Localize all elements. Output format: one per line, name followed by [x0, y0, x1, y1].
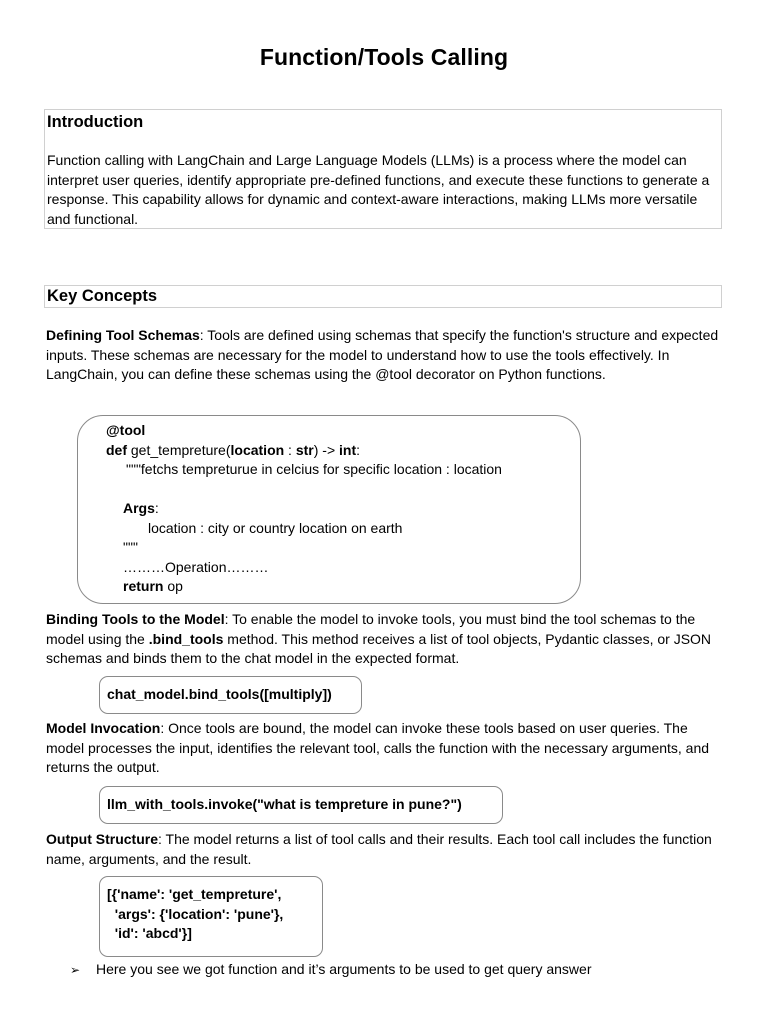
invoke-code: llm_with_tools.invoke("what is tempreture in pune?"): [107, 796, 462, 812]
page-title: Function/Tools Calling: [259, 44, 509, 70]
bind-tools-code-block: [99, 676, 362, 714]
code-operation-line: ………Operation………: [123, 558, 269, 575]
output-code-line-1: [{'name': 'get_tempreture',: [107, 886, 282, 902]
code-docstring-line: """fetchs tempreturue in celcius for specific location : location: [126, 461, 502, 477]
introduction-section: [44, 109, 722, 229]
invocation-term: Model Invocation: [46, 720, 161, 736]
key-concepts-header: [44, 285, 722, 308]
code-decorator: @tool: [106, 422, 146, 438]
bullet-note: [70, 960, 750, 980]
key-concepts-heading: Key Concepts: [47, 287, 158, 305]
code-return-line: return op: [123, 578, 183, 594]
code-args-line: Args:: [123, 500, 159, 516]
defining-text: : Tools are defined using schemas that specify the function's structure and expected inputs. These schemas are necessary for the model to understand how to use the tools effectively. In LangChain, you can define these schemas using the @tool decorator on Python functions.: [46, 327, 719, 383]
introduction-heading: Introduction: [47, 113, 144, 131]
defining-tool-schemas-paragraph: [46, 326, 722, 385]
binding-tools-paragraph: Binding Tools to the Model: To enable the model to invoke tools, you must bind the tool schemas to the model using the .bind_tools method. This method receives a list of tool objects, Pydantic classes, or JSON schemas and binds them to the chat model in the expected format.: [46, 611, 712, 667]
code-location-line: location : city or country location on earth: [148, 519, 403, 536]
model-invocation-paragraph: Model Invocation: Once tools are bound, the model can invoke these tools based on user queries. The model processes the input, identifies the relevant tool, calls the function with the necessary arguments, and returns the output.: [46, 720, 710, 776]
tool-schema-code-block: [77, 415, 581, 604]
output-term: Output Structure: [46, 831, 158, 847]
output-structure-paragraph: Output Structure: The model returns a list of tool calls and their results. Each tool call includes the function name, arguments, and the result.: [46, 831, 712, 867]
output-code-line-2: 'args': {'location': 'pune'},: [107, 905, 284, 922]
bullet-text: Here you see we got function and it’s arguments to be used to get query answer: [96, 961, 592, 977]
defining-term: Defining Tool Schemas: [46, 327, 200, 343]
bind-tools-method: .bind_tools: [148, 630, 224, 647]
bind-tools-code: chat_model.bind_tools([multiply]): [107, 686, 332, 702]
output-code-block: [99, 876, 323, 957]
code-def-line: def get_tempreture(location : str) -> int:: [106, 441, 361, 458]
binding-term: Binding Tools to the Model: [46, 611, 225, 627]
introduction-text: Function calling with LangChain and Large Language Models (LLMs) is a process where the model can interpret user queries, identify appropriate pre-defined functions, and execute these functions to generate a response. This capability allows for dynamic and context-aware interactions, making LLMs more versatile and functional.: [47, 152, 710, 227]
invoke-code-block: [99, 786, 503, 824]
arrow-bullet-icon: ➢: [70, 963, 81, 977]
code-docstring-close: """: [123, 539, 138, 555]
output-code-line-3: 'id': 'abcd'}]: [107, 925, 192, 941]
